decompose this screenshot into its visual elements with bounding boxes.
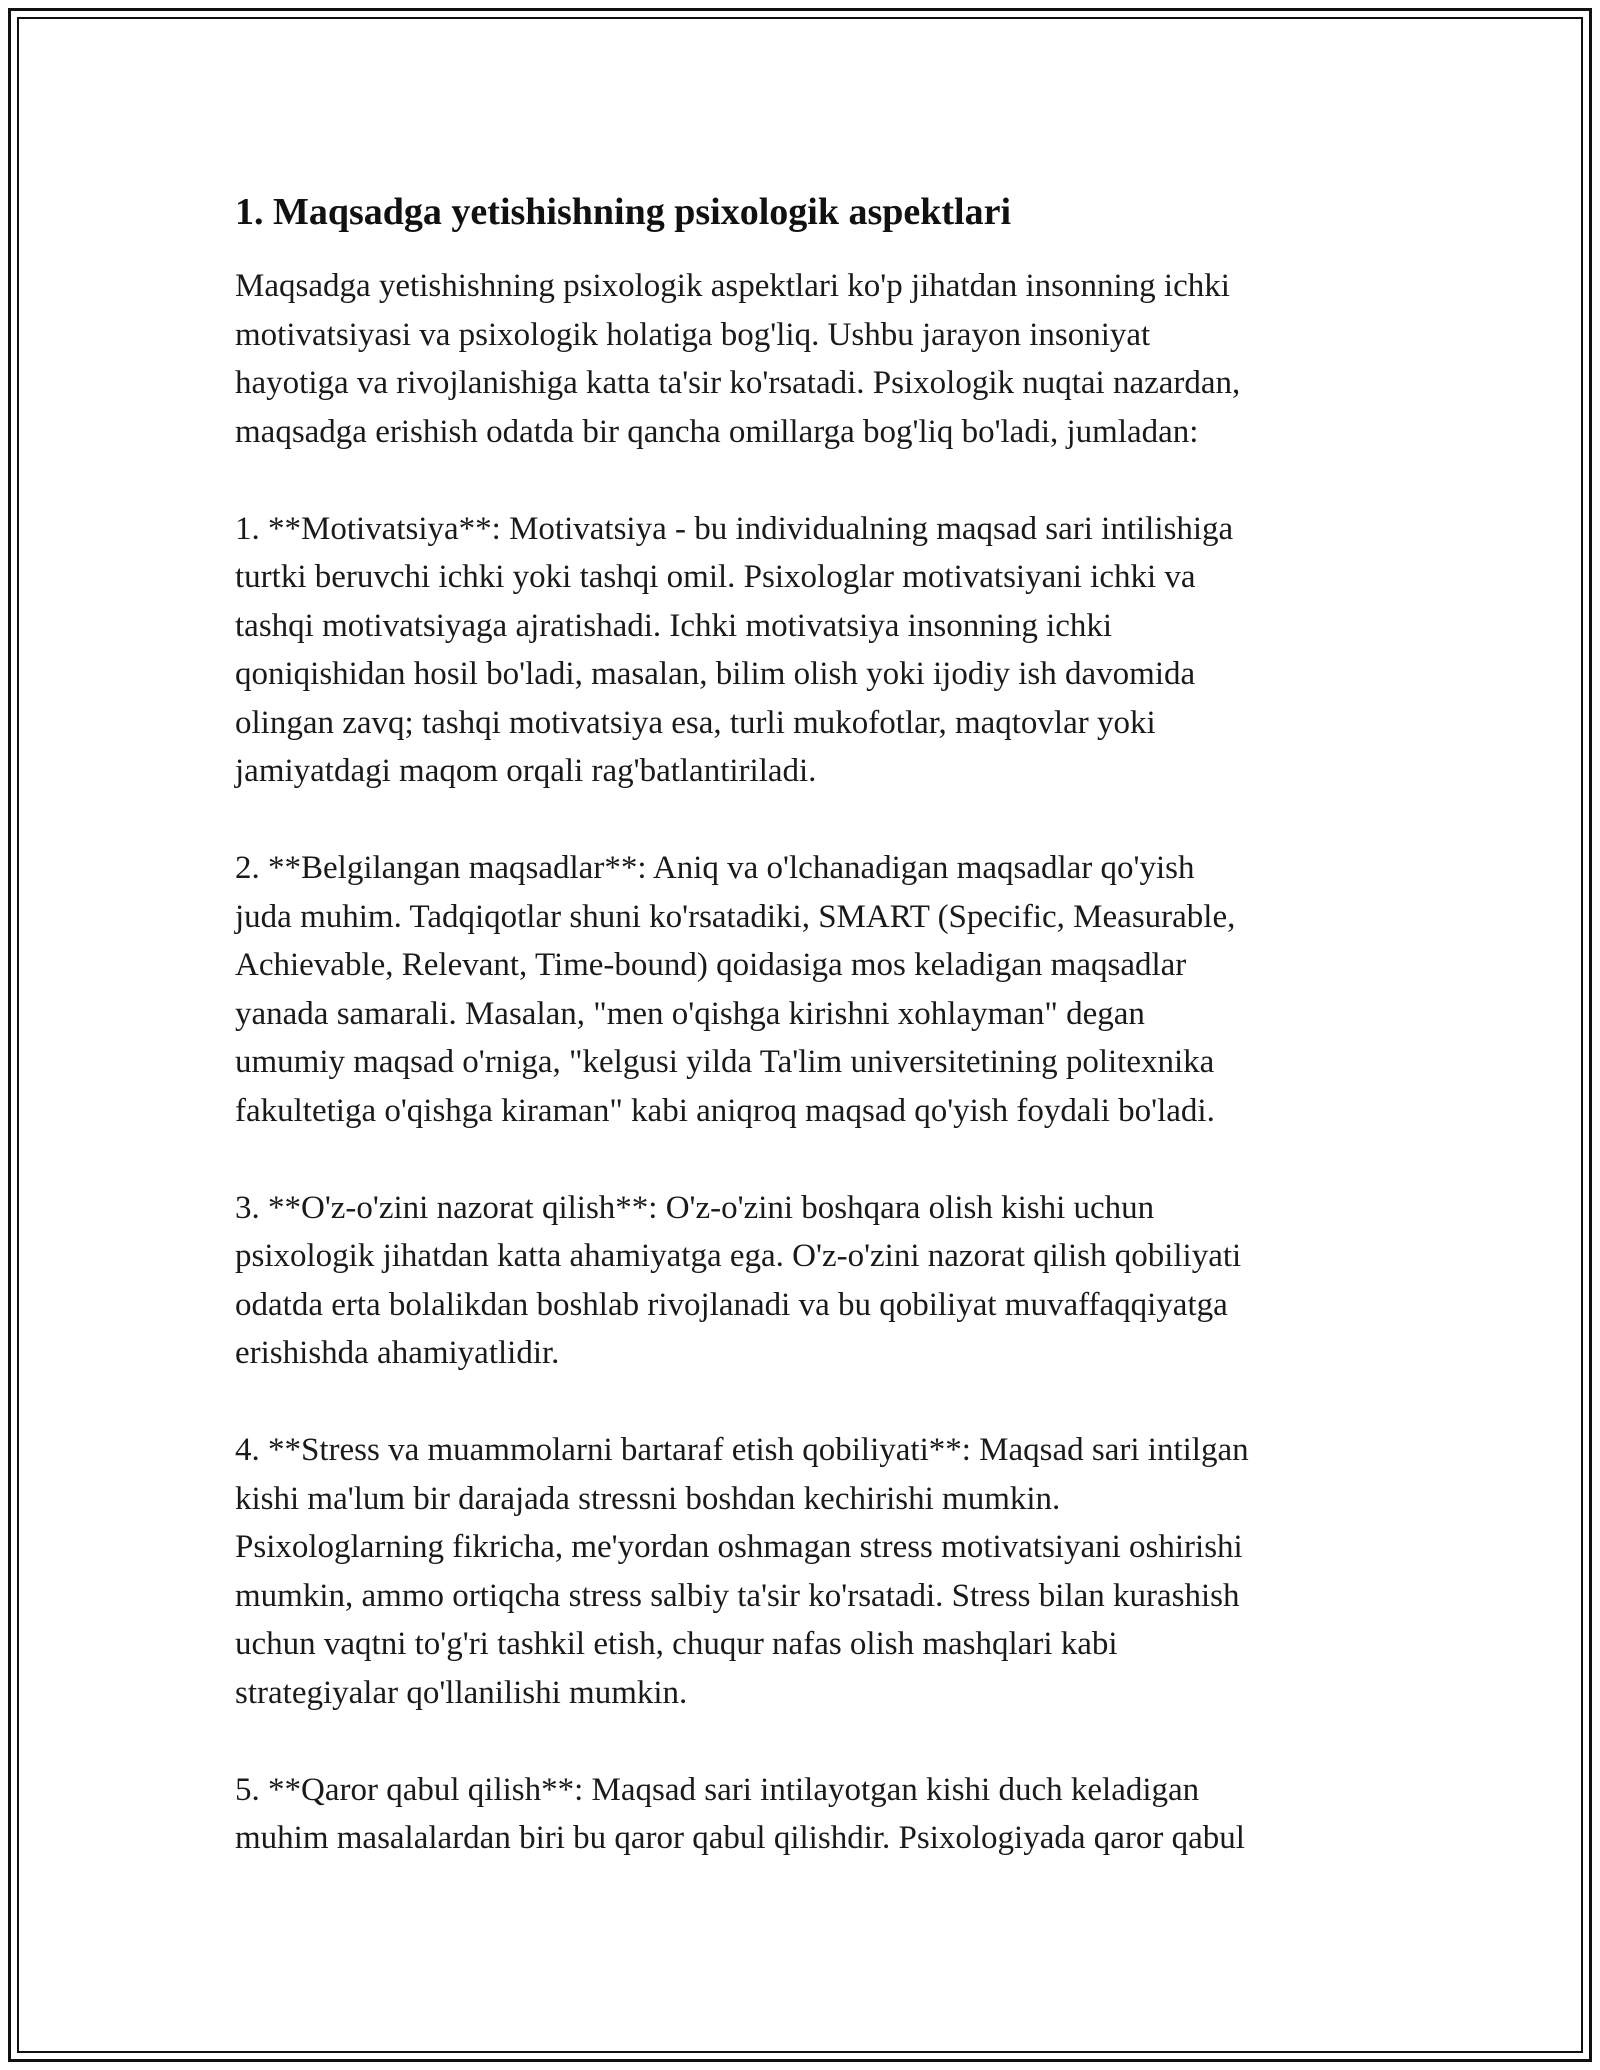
list-item-stress: 4. **Stress va muammolarni bartaraf etish qobiliyati**: Maqsad sari intilgan kishi ma'lum bir darajada stressni boshdan kechirishi mumkin. Psixologlarning fikricha, me'yordan oshmagan stress motivatsiyani oshirishi mumkin, ammo ortiqcha stress salbiy ta'sir ko'rsatadi. Stress bilan kurashish uchun vaqtni to'g'ri tashkil etish, chuqur nafas olish mashqlari kabi strategiyalar qo'llanilishi mumkin.: [235, 1432, 1249, 1711]
list-item-self-control: 3. **O'z-o'zini nazorat qilish**: O'z-o'zini boshqara olish kishi uchun psixologik jihatdan katta ahamiyatga ega. O'z-o'zini nazorat qilish qobiliyati odatda erta bolalikdan boshlab rivojlanadi va bu qobiliyat muvaffaqqiyatga erishishda ahamiyatlidir.: [235, 1189, 1242, 1371]
intro-paragraph: Maqsadga yetishishning psixologik aspektlari ko'p jihatdan insonning ichki motivatsiyasi va psixologik holatiga bog'liq. Ushbu jarayon insoniyat hayotiga va rivojlanishiga katta ta'sir ko'rsatadi. Psixologik nuqtai nazardan, maqsadga erishish odatda bir qancha omillarga bog'liq bo'ladi, jumladan:: [235, 268, 1241, 450]
list-item-decision-making: 5. **Qaror qabul qilish**: Maqsad sari intilayotgan kishi duch keladigan muhim masalalardan biri bu qaror qabul qilishdir. Psixologiyada qaror qabul: [235, 1771, 1245, 1856]
list-item-motivation: 1. **Motivatsiya**: Motivatsiya - bu individualning maqsad sari intilishiga turtki beruvchi ichki yoki tashqi omil. Psixologlar motivatsiyani ichki va tashqi motivatsiyaga ajratishadi. Ichki motivatsiya insonning ichki qoniqishidan hosil bo'ladi, masalan, bilim olish yoki ijodiy ish davomida olingan zavq; tashqi motivatsiya esa, turli mukofotlar, maqtovlar yoki jamiyatdagi maqom orqali rag'batlantiriladi.: [235, 510, 1234, 789]
list-item-goals: 2. **Belgilangan maqsadlar**: Aniq va o'lchanadigan maqsadlar qo'yish juda muhim. Tadqiqotlar shuni ko'rsatadiki, SMART (Specific, Measurable, Achievable, Relevant, Time-bound) qoidasiga mos keladigan maqsadlar yanada samarali. Masalan, "men o'qishga kirishni xohlayman" degan umumiy maqsad o'rniga, "kelgusi yilda Ta'lim universitetining politexnika fakultetiga o'qishga kiraman" kabi aniqroq maqsad qo'yish foydali bo'ladi.: [235, 850, 1236, 1129]
document-body: [235, 188, 1385, 1863]
section-heading: 1. Maqsadga yetishishning psixologik aspektlari: [235, 191, 1012, 233]
